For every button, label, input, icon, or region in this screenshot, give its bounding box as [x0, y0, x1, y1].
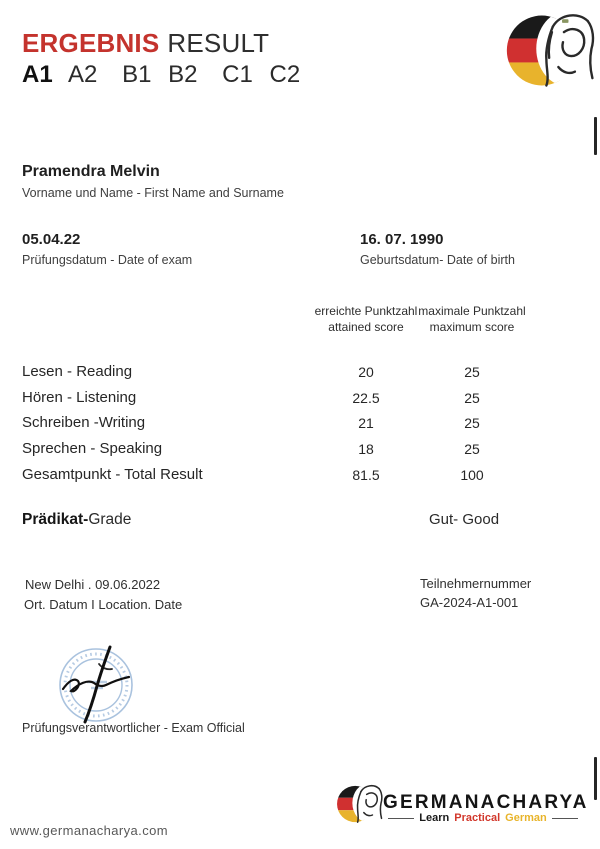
score-max: 100 — [460, 467, 484, 483]
elephant-flag-icon — [505, 8, 597, 93]
scan-artifact-top — [594, 117, 597, 155]
grade-value: Gut- Good — [429, 511, 500, 528]
location-date-label: Ort. Datum I Location. Date — [24, 597, 183, 612]
score-max: 25 — [464, 415, 480, 431]
score-attained: 18 — [358, 441, 374, 457]
grade-label-de: Prädikat- — [22, 511, 89, 528]
column-header-maximum — [402, 303, 542, 335]
score-row-speaking — [0, 440, 600, 462]
stamp-signature-icon — [55, 644, 137, 726]
tagline-word-german: German — [505, 812, 547, 824]
grade-label — [22, 511, 131, 529]
germanacharya-logo-icon — [505, 8, 597, 93]
brand-tagline — [388, 812, 578, 824]
birth-date-label: Geburtsdatum- Date of birth — [360, 253, 515, 267]
elephant-flag-icon-small — [336, 782, 384, 826]
level-c1: C1 — [222, 61, 253, 88]
score-label: Schreiben -Writing — [22, 414, 146, 431]
title-german: ERGEBNIS — [22, 28, 160, 58]
score-max: 25 — [464, 390, 480, 406]
brand-logo-icon — [336, 782, 384, 826]
score-label: Hören - Listening — [22, 389, 137, 406]
level-b2: B2 — [168, 61, 198, 88]
official-stamp — [55, 644, 137, 726]
title-english: RESULT — [167, 28, 270, 58]
column-header-maximum-de: maximale Punktzahl — [418, 304, 526, 318]
exam-date: 05.04.22 — [22, 231, 81, 248]
website-url: www.germanacharya.com — [10, 823, 168, 838]
score-attained: 20 — [358, 364, 374, 380]
score-attained: 22.5 — [352, 390, 380, 406]
exam-official-label: Prüfungsverantwortlicher - Exam Official — [22, 721, 245, 735]
candidate-name: Pramendra Melvin — [22, 163, 160, 180]
brand-name: GERMANACHARYA — [383, 792, 589, 813]
location-date: New Delhi . 09.06.2022 — [25, 577, 161, 592]
tagline-right-rule — [552, 818, 578, 819]
level-a1: A1 — [22, 61, 53, 88]
score-max: 25 — [464, 364, 480, 380]
scan-artifact-bottom — [594, 757, 597, 800]
score-row-writing — [0, 414, 600, 436]
grade-label-en: Grade — [88, 511, 132, 528]
level-c2: C2 — [269, 61, 301, 88]
level-b1: B1 — [122, 61, 152, 88]
exam-date-label: Prüfungsdatum - Date of exam — [22, 253, 193, 267]
score-attained: 21 — [358, 415, 374, 431]
tagline-word-learn: Learn — [419, 812, 450, 824]
tagline-word-practical: Practical — [454, 812, 501, 824]
participant-number-label: Teilnehmernummer — [420, 576, 532, 591]
participant-number: GA-2024-A1-001 — [420, 595, 519, 610]
score-max: 25 — [464, 441, 480, 457]
level-a2: A2 — [68, 61, 98, 88]
level-list — [22, 61, 310, 89]
score-row-total — [0, 466, 600, 488]
column-header-attained-de: erreichte Punktzahl — [314, 304, 418, 318]
column-header-maximum-en: maximum score — [429, 320, 515, 335]
score-row-reading — [0, 363, 600, 385]
tagline-left-rule — [388, 818, 414, 819]
score-label: Gesamtpunkt - Total Result — [22, 466, 203, 483]
birth-date: 16. 07. 1990 — [360, 231, 444, 248]
score-row-listening — [0, 389, 600, 411]
score-attained: 81.5 — [352, 467, 380, 483]
score-label: Sprechen - Speaking — [22, 440, 163, 457]
score-label: Lesen - Reading — [22, 363, 133, 380]
page-title — [22, 28, 269, 59]
candidate-name-label: Vorname und Name - First Name and Surname — [22, 186, 284, 200]
column-header-attained-en: attained score — [328, 320, 404, 335]
